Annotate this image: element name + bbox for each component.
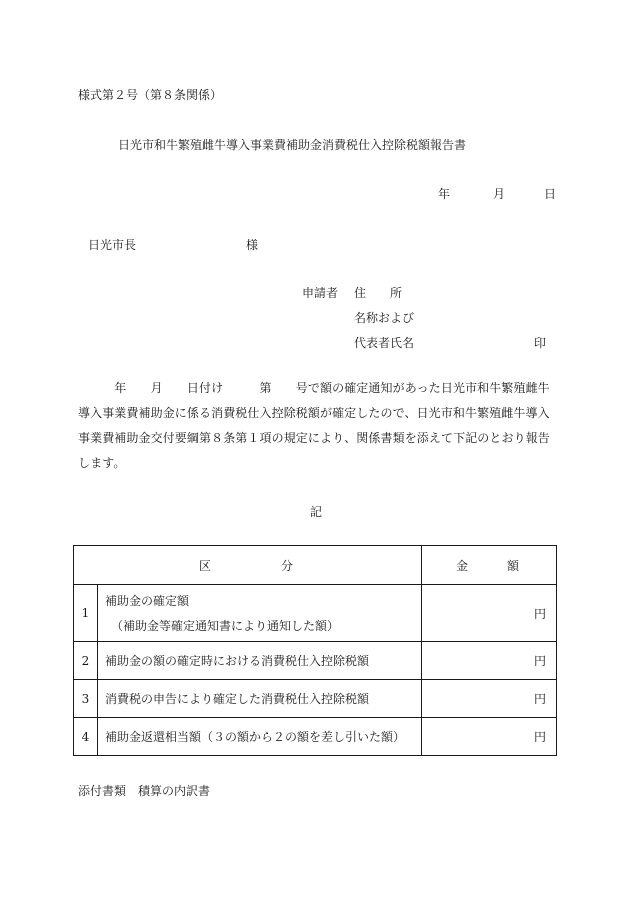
- table-row: [74, 680, 557, 718]
- body-paragraph: 年 月 日付け 第 号で額の確定通知があった日光市和牛繁殖雌牛導入事業費補助金に係る消費税仕入控除税額が確定したので、日光市和牛繁殖雌牛導入事業費補助金交付要綱第８条第１項の規定により、関係書類を添えて下記のとおり報告します。: [78, 381, 550, 470]
- row-amount-unit: 円: [422, 642, 557, 680]
- row-item-subtext: （補助金等確定通知書により通知した額）: [111, 619, 340, 633]
- row-item-text: 補助金の確定額: [105, 594, 190, 608]
- row-number: 3: [74, 680, 98, 718]
- applicant-representative-label: 代表者氏名: [354, 336, 415, 350]
- row-amount-unit: 円: [422, 718, 557, 756]
- header-amount-1: 金: [456, 558, 469, 573]
- row-item-text: 消費税の申告により確定した消費税仕入控除税額: [98, 680, 422, 718]
- ki-heading: 記: [310, 505, 323, 519]
- header-amount-2: 額: [506, 558, 519, 573]
- row-amount-unit: 円: [422, 585, 557, 642]
- attachment-note: 添付書類 積算の内訳書: [78, 784, 211, 798]
- row-item-text: 補助金返還相当額（３の額から２の額を差し引いた額）: [98, 718, 422, 756]
- addressee-suffix: 様: [246, 238, 259, 252]
- row-number: 4: [74, 718, 98, 756]
- row-amount-unit: 円: [422, 680, 557, 718]
- date-year: 年: [438, 187, 451, 201]
- header-amount: [422, 546, 557, 585]
- form-number: 様式第２号（第８条関係）: [78, 88, 223, 102]
- header-kubun-1: 区: [199, 558, 212, 573]
- seal-mark: 印: [534, 336, 547, 350]
- table-row: [74, 585, 557, 642]
- date-day: 日: [544, 187, 557, 201]
- detail-table: [73, 545, 557, 756]
- row-item-text: 補助金の額の確定時における消費税仕入控除税額: [98, 642, 422, 680]
- document-title: 日光市和牛繁殖雌牛導入事業費補助金消費税仕入控除税額報告書: [118, 138, 467, 152]
- applicant-name-label: 名称および: [354, 311, 415, 325]
- table-header-row: [74, 546, 557, 585]
- date-month: 月: [493, 187, 506, 201]
- row-item: [98, 585, 422, 642]
- applicant-address-label: 住 所: [354, 286, 403, 300]
- table-row: [74, 718, 557, 756]
- addressee-name: 日光市長: [88, 238, 137, 252]
- table-row: [74, 642, 557, 680]
- row-number: 2: [74, 642, 98, 680]
- applicant-label: 申請者: [302, 286, 339, 300]
- row-number: 1: [74, 585, 98, 642]
- header-kubun-2: 分: [280, 558, 293, 573]
- header-kubun: [74, 546, 422, 585]
